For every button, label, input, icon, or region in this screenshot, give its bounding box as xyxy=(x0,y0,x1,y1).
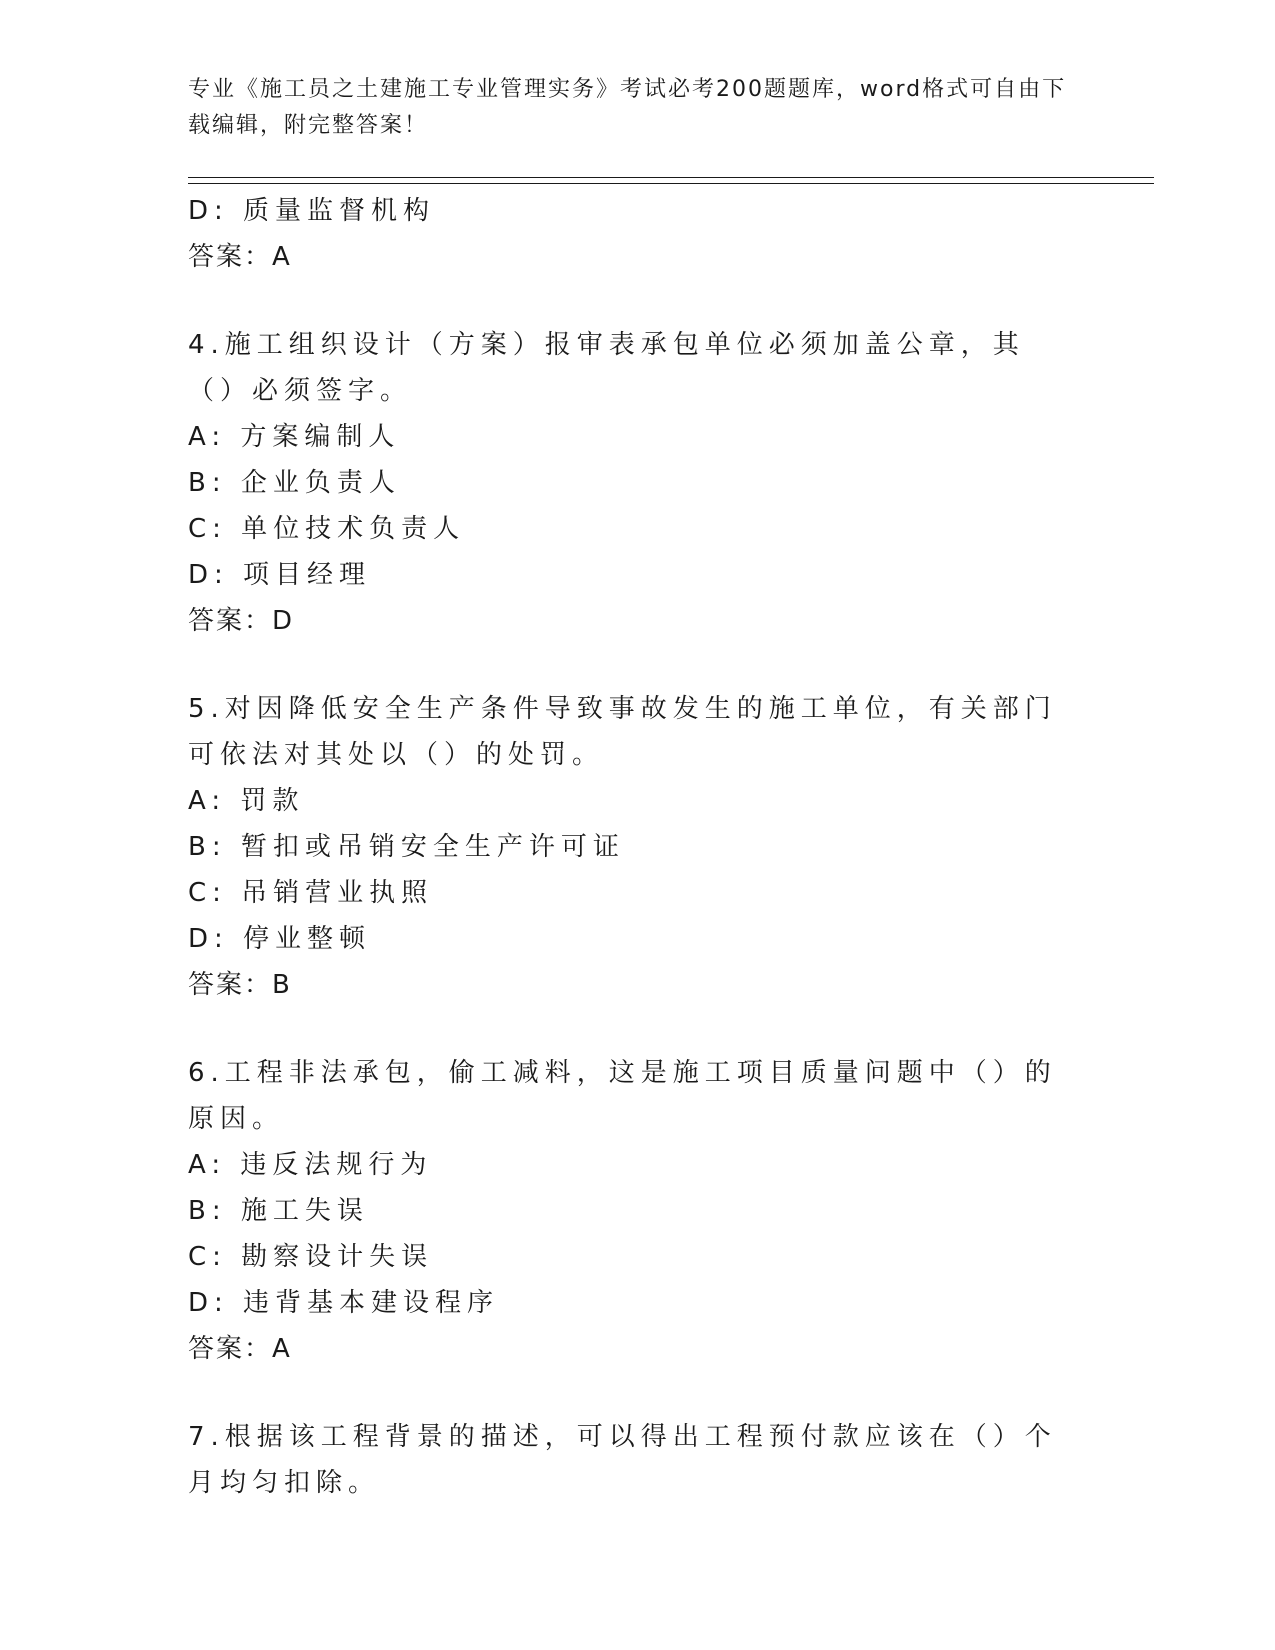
spacer xyxy=(188,1372,1068,1414)
question-6 xyxy=(188,1050,1068,1372)
option-b: B: 企业负责人 xyxy=(188,468,401,498)
answer-line: 答案：A xyxy=(188,242,292,272)
option-c: C: 单位技术负责人 xyxy=(188,514,466,544)
question-4 xyxy=(188,322,1068,644)
question-stem: 5.对因降低安全生产条件导致事故发生的施工单位，有关部门可依法对其处以（）的处罚。 xyxy=(188,694,1057,770)
question-7 xyxy=(188,1414,1068,1506)
option-c: C: 勘察设计失误 xyxy=(188,1242,434,1272)
header-rule-top xyxy=(188,177,1154,178)
option-c: C: 吊销营业执照 xyxy=(188,878,434,908)
page-header: 专业《施工员之土建施工专业管理实务》考试必考200题题库，word格式可自由下载编辑，附完整答案！ xyxy=(188,77,1067,138)
option-d: D: 项目经理 xyxy=(188,560,372,590)
answer-line: 答案：A xyxy=(188,1334,292,1364)
question-5 xyxy=(188,686,1068,1008)
question-stem: 7.根据该工程背景的描述，可以得出工程预付款应该在（）个月均匀扣除。 xyxy=(188,1422,1057,1498)
answer-line: 答案：D xyxy=(188,606,295,636)
option-a: A: 罚款 xyxy=(188,786,305,816)
option-b: B: 暂扣或吊销安全生产许可证 xyxy=(188,832,625,862)
answer-line: 答案：B xyxy=(188,970,292,1000)
question-stem: 6.工程非法承包，偷工减料，这是施工项目质量问题中（）的原因。 xyxy=(188,1058,1057,1134)
spacer xyxy=(188,1008,1068,1050)
question-list xyxy=(188,188,1068,1506)
header-rule-bottom xyxy=(188,183,1154,184)
option-d: D: 违背基本建设程序 xyxy=(188,1288,500,1318)
option-d: D: 停业整顿 xyxy=(188,924,372,954)
question-3-continuation xyxy=(188,188,1068,280)
question-stem: 4.施工组织设计（方案）报审表承包单位必须加盖公章，其（）必须签字。 xyxy=(188,330,1025,406)
option-b: B: 施工失误 xyxy=(188,1196,369,1226)
option-a: A: 违反法规行为 xyxy=(188,1150,433,1180)
option-d: D: 质量监督机构 xyxy=(188,196,436,226)
spacer xyxy=(188,644,1068,686)
option-a: A: 方案编制人 xyxy=(188,422,401,452)
spacer xyxy=(188,280,1068,322)
